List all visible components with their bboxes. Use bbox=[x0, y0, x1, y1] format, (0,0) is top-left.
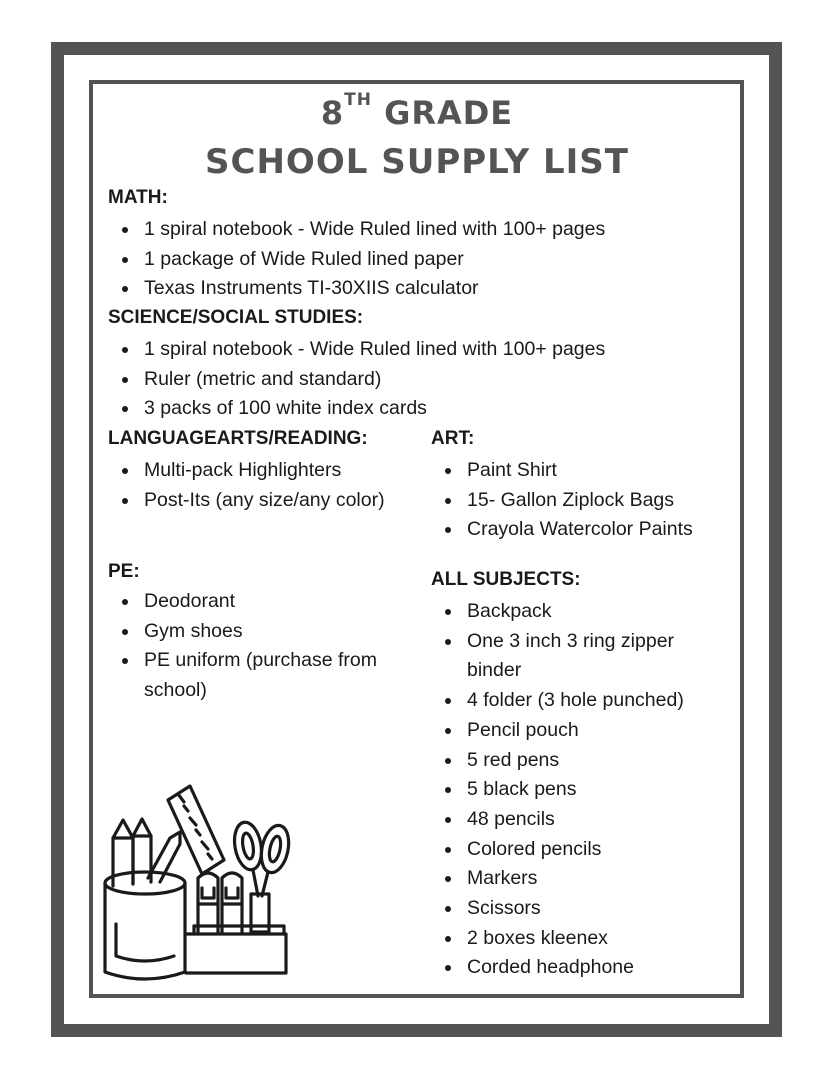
all-subjects-heading: ALL SUBJECTS: bbox=[431, 569, 581, 590]
markers-icon bbox=[198, 873, 242, 932]
list-item: Post-Its (any size/any color) bbox=[108, 486, 385, 516]
list-item: 5 black pens bbox=[431, 775, 736, 805]
list-item: 1 spiral notebook - Wide Ruled lined with 100+ pages bbox=[108, 335, 605, 365]
title-grade: 8TH GRADE bbox=[320, 90, 514, 132]
list-item: One 3 inch 3 ring zipper binder bbox=[431, 627, 702, 686]
list-item: Crayola Watercolor Paints bbox=[431, 515, 693, 545]
list-item: Backpack bbox=[431, 597, 736, 627]
list-item: Multi-pack Highlighters bbox=[108, 456, 385, 486]
list-item: 15- Gallon Ziplock Bags bbox=[431, 486, 693, 516]
list-item: Markers bbox=[431, 864, 736, 894]
list-item: Ruler (metric and standard) bbox=[108, 365, 605, 395]
art-heading: ART: bbox=[431, 428, 475, 449]
list-item: Scissors bbox=[431, 894, 736, 924]
list-item: 48 pencils bbox=[431, 805, 736, 835]
school-supplies-cup-icon bbox=[98, 776, 298, 990]
list-item: 3 packs of 100 white index cards bbox=[108, 394, 605, 424]
list-item: Pencil pouch bbox=[431, 716, 736, 746]
pe-heading: PE: bbox=[108, 561, 140, 582]
science-list bbox=[108, 335, 605, 424]
list-item: Texas Instruments TI-30XIIS calculator bbox=[108, 274, 605, 304]
all-subjects-list bbox=[431, 597, 736, 983]
math-heading: MATH: bbox=[108, 187, 168, 208]
language-heading: LANGUAGEARTS/READING: bbox=[108, 428, 368, 449]
math-list bbox=[108, 215, 605, 304]
list-item: 4 folder (3 hole punched) bbox=[431, 686, 736, 716]
list-item: 5 red pens bbox=[431, 746, 736, 776]
list-item: 1 package of Wide Ruled lined paper bbox=[108, 245, 605, 275]
cup-icon bbox=[105, 872, 185, 979]
art-list bbox=[431, 456, 693, 545]
list-item: Paint Shirt bbox=[431, 456, 693, 486]
list-item: Deodorant bbox=[108, 587, 398, 617]
list-item: 2 boxes kleenex bbox=[431, 924, 736, 954]
list-item: 1 spiral notebook - Wide Ruled lined with 100+ pages bbox=[108, 215, 605, 245]
organizer-stand-icon bbox=[186, 926, 286, 973]
language-list bbox=[108, 456, 385, 515]
list-item: Gym shoes bbox=[108, 617, 398, 647]
science-heading: SCIENCE/SOCIAL STUDIES: bbox=[108, 307, 364, 328]
pe-list bbox=[108, 587, 398, 706]
list-item: PE uniform (purchase from school) bbox=[108, 646, 398, 705]
ruler-icon bbox=[168, 786, 224, 874]
list-item: Corded headphone bbox=[431, 953, 736, 983]
title-supply-list: SCHOOL SUPPLY LIST bbox=[205, 142, 629, 182]
list-item: Colored pencils bbox=[431, 835, 736, 865]
